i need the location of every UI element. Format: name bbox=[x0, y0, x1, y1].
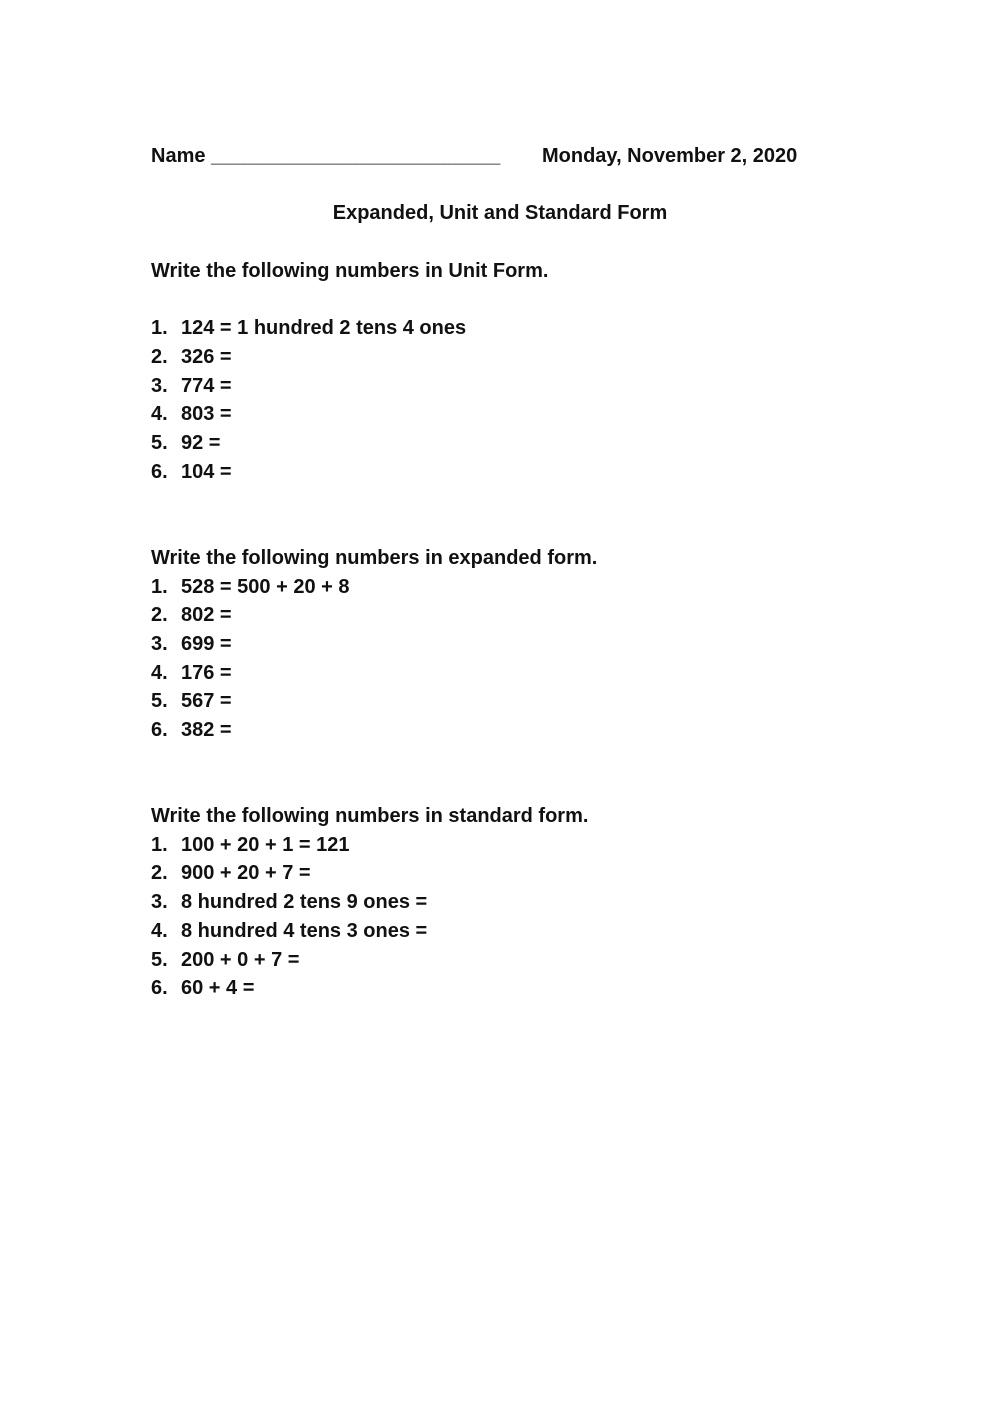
item-number: 6. bbox=[151, 977, 168, 999]
item-number: 4. bbox=[151, 920, 168, 942]
item-text: 60 + 4 = bbox=[181, 977, 255, 999]
list-item bbox=[151, 919, 427, 943]
name-field-label: Name __________________________ bbox=[151, 145, 501, 167]
item-text: 802 = bbox=[181, 604, 232, 626]
item-number: 6. bbox=[151, 461, 168, 483]
item-text: 200 + 0 + 7 = bbox=[181, 949, 300, 971]
list-item bbox=[151, 632, 232, 656]
item-number: 3. bbox=[151, 891, 168, 913]
section-heading-standard-form: Write the following numbers in standard form. bbox=[151, 805, 589, 827]
item-text: 124 = 1 hundred 2 tens 4 ones bbox=[181, 317, 467, 339]
list-item bbox=[151, 861, 311, 885]
item-text: 803 = bbox=[181, 403, 232, 425]
worksheet-date: Monday, November 2, 2020 bbox=[542, 145, 798, 167]
item-text: 326 = bbox=[181, 346, 232, 368]
list-item bbox=[151, 718, 232, 742]
item-text: 528 = 500 + 20 + 8 bbox=[181, 576, 350, 598]
item-number: 6. bbox=[151, 719, 168, 741]
list-item bbox=[151, 603, 232, 627]
list-item bbox=[151, 976, 254, 1000]
item-text: 382 = bbox=[181, 719, 232, 741]
item-text: 100 + 20 + 1 = 121 bbox=[181, 834, 350, 856]
item-text: 8 hundred 2 tens 9 ones = bbox=[181, 891, 428, 913]
list-item bbox=[151, 575, 350, 599]
item-number: 5. bbox=[151, 432, 168, 454]
item-number: 2. bbox=[151, 604, 168, 626]
item-text: 176 = bbox=[181, 662, 232, 684]
item-number: 1. bbox=[151, 834, 168, 856]
list-item bbox=[151, 661, 232, 685]
section-heading-unit-form: Write the following numbers in Unit Form. bbox=[151, 260, 549, 282]
list-item bbox=[151, 833, 350, 857]
item-number: 3. bbox=[151, 633, 168, 655]
item-text: 900 + 20 + 7 = bbox=[181, 862, 311, 884]
item-number: 4. bbox=[151, 403, 168, 425]
item-number: 1. bbox=[151, 576, 168, 598]
item-number: 1. bbox=[151, 317, 168, 339]
list-item bbox=[151, 948, 299, 972]
item-text: 774 = bbox=[181, 375, 232, 397]
item-number: 2. bbox=[151, 862, 168, 884]
item-number: 5. bbox=[151, 690, 168, 712]
list-item bbox=[151, 431, 220, 455]
list-item bbox=[151, 689, 232, 713]
item-text: 8 hundred 4 tens 3 ones = bbox=[181, 920, 428, 942]
item-text: 699 = bbox=[181, 633, 232, 655]
item-text: 92 = bbox=[181, 432, 221, 454]
list-item bbox=[151, 345, 232, 369]
list-item bbox=[151, 402, 232, 426]
list-item bbox=[151, 890, 427, 914]
section-heading-expanded-form: Write the following numbers in expanded form. bbox=[151, 547, 598, 569]
item-number: 2. bbox=[151, 346, 168, 368]
item-number: 4. bbox=[151, 662, 168, 684]
item-text: 567 = bbox=[181, 690, 232, 712]
item-number: 3. bbox=[151, 375, 168, 397]
list-item bbox=[151, 374, 232, 398]
list-item bbox=[151, 316, 466, 340]
worksheet-title: Expanded, Unit and Standard Form bbox=[332, 202, 668, 224]
item-number: 5. bbox=[151, 949, 168, 971]
list-item bbox=[151, 460, 232, 484]
item-text: 104 = bbox=[181, 461, 232, 483]
